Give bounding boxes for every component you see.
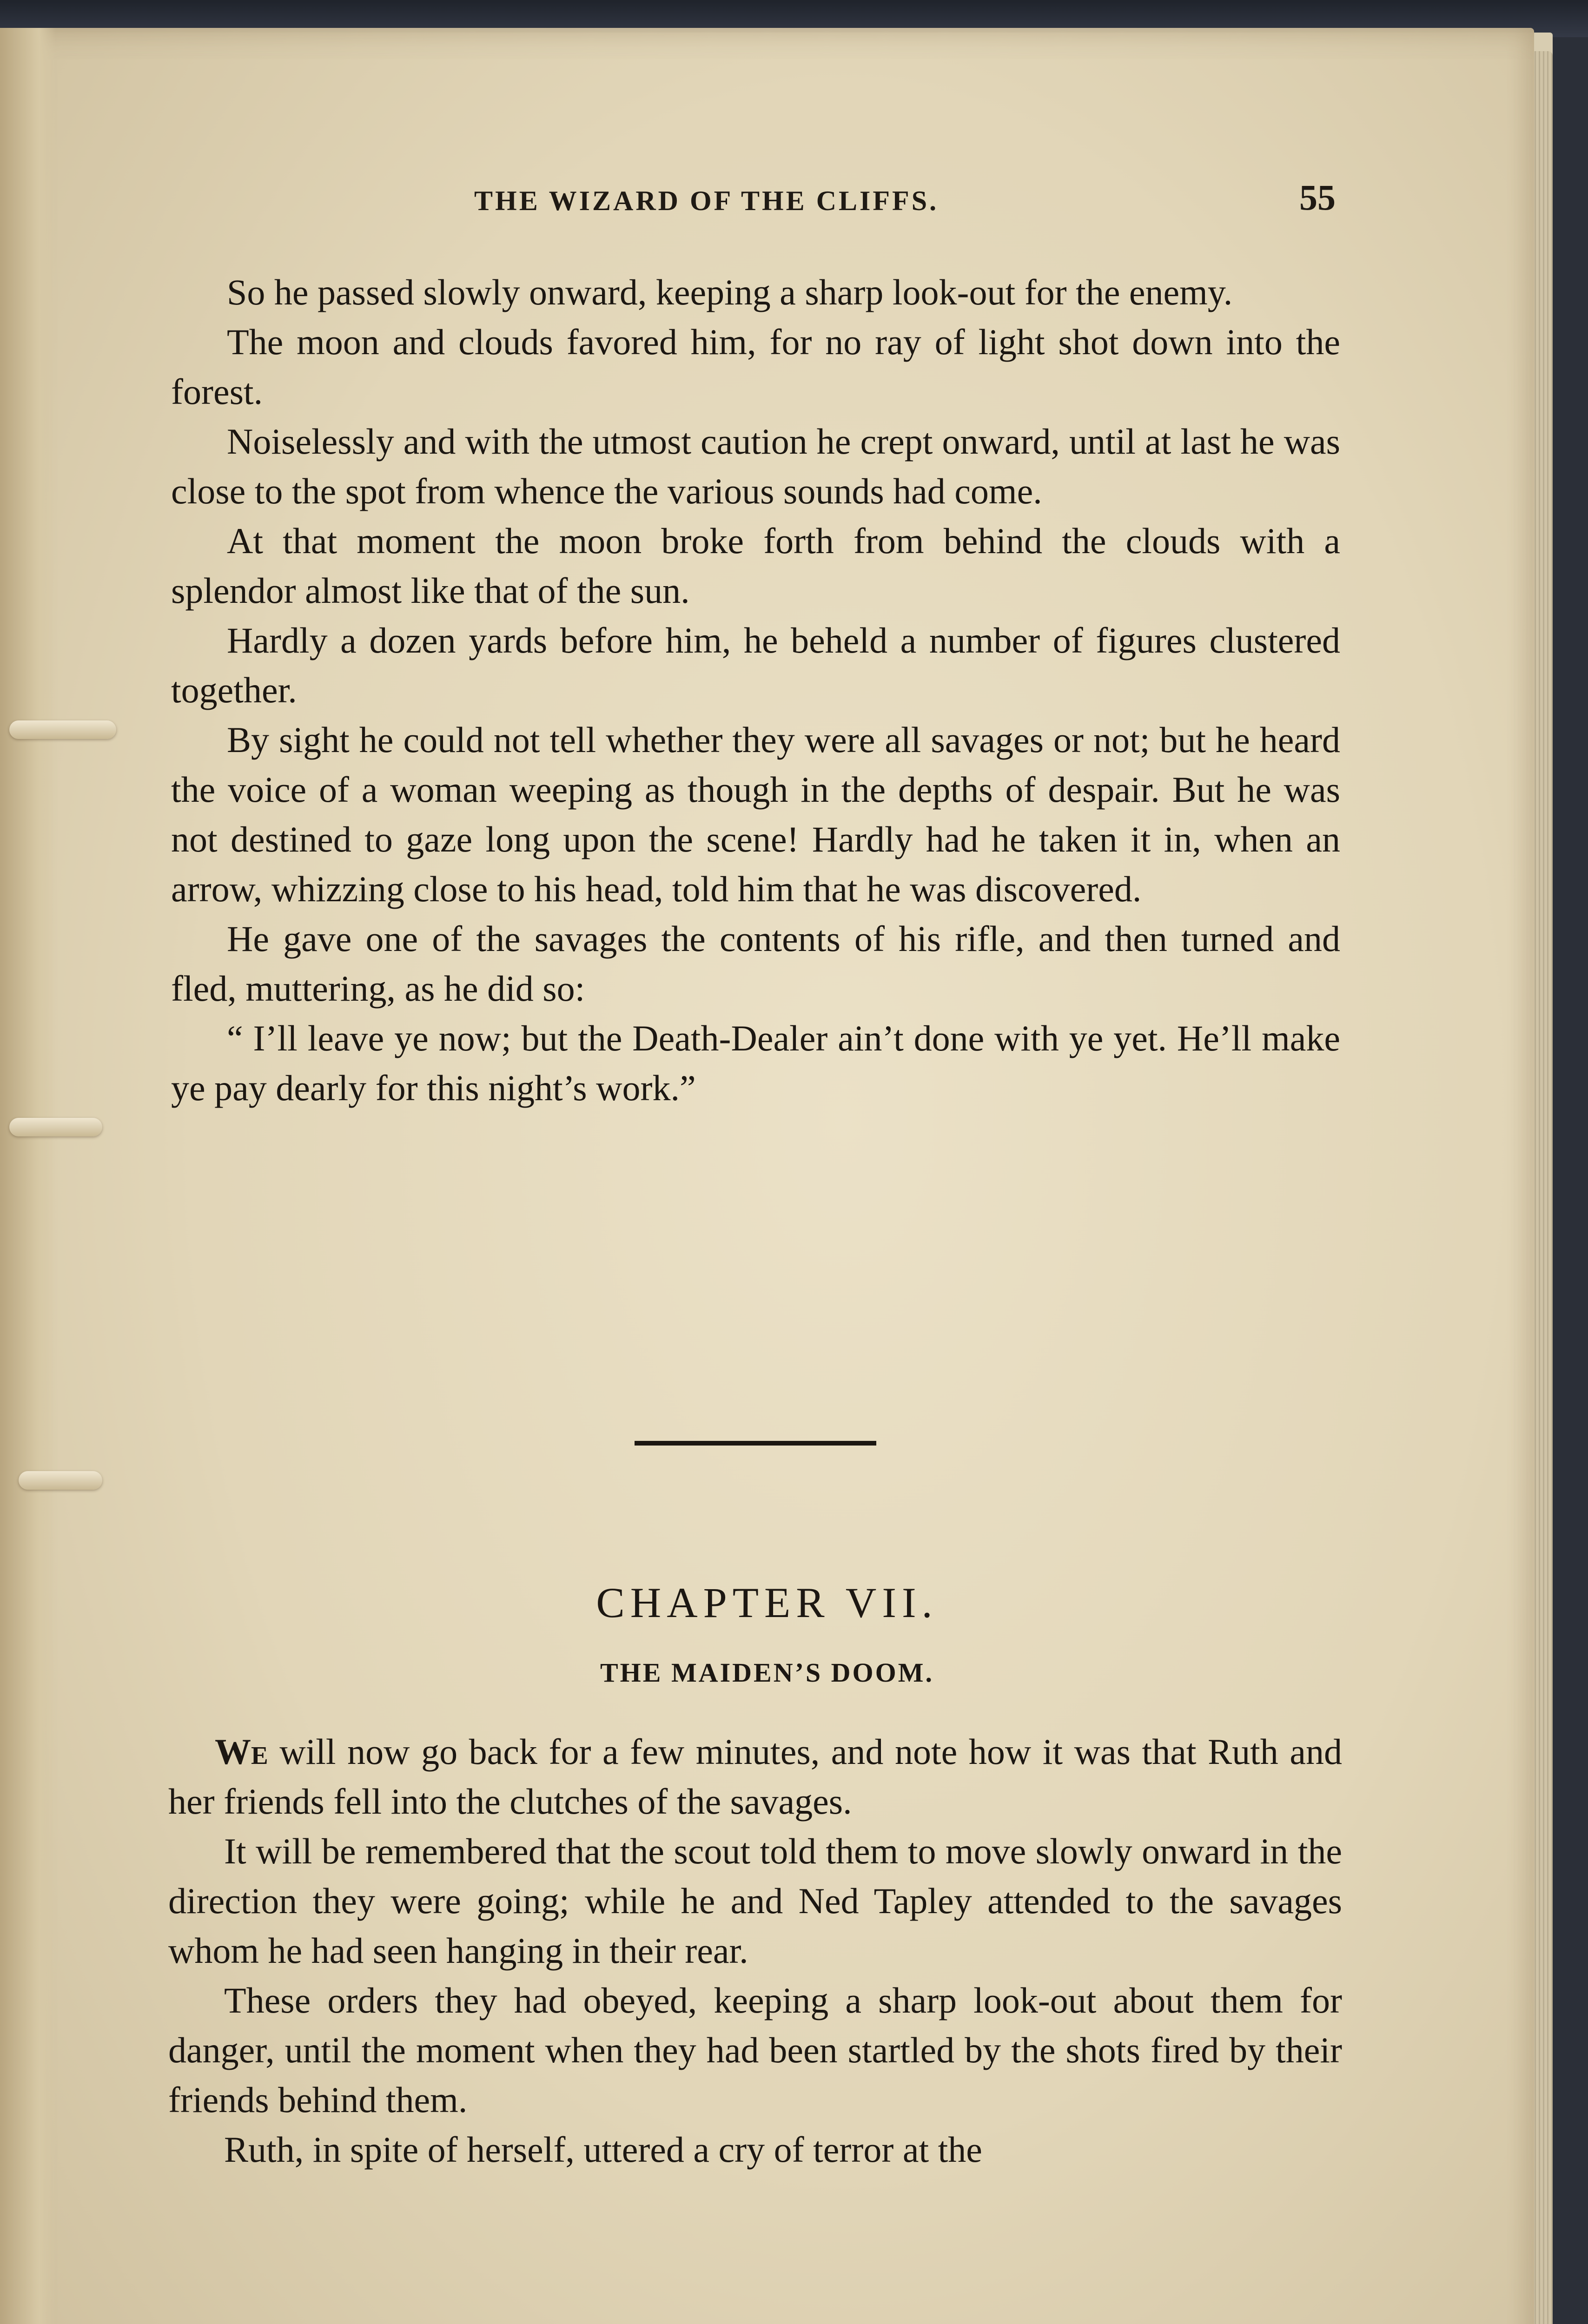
paragraph: So he passed slowly onward, keeping a sharp look-out for the enemy.: [227, 272, 1233, 312]
section-rule: [635, 1441, 876, 1446]
paragraph: At that moment the moon broke forth from behind the clouds with a splendor almost like that of the sun.: [171, 521, 1340, 611]
page-gutter: [0, 28, 56, 2324]
paragraph: These orders they had obeyed, keeping a sharp look-out about them for danger, until the moment when they had been startled by the shots fired by their friends behind them.: [168, 1980, 1342, 2120]
paragraph: He gave one of the savages the contents of his rifle, and then turned and fled, muttering, as he did so:: [171, 918, 1340, 1009]
page-header: [0, 177, 1534, 223]
page-number: 55: [1299, 177, 1336, 218]
paragraph-rest: will now go back for a few minutes, and note how it was that Ruth and her friends fell into the clutches of the savages.: [168, 1731, 1342, 1822]
paragraph: [168, 1727, 1342, 1826]
chapter-text: [168, 1727, 1342, 2174]
chapter-title: CHAPTER VII.: [596, 1579, 938, 1626]
paragraph: “ I’ll leave ye now; but the Death-Dealer ain’t done with ye yet. He’ll make ye pay dearly for this night’s work.”: [171, 1018, 1340, 1108]
binding-stitch: [19, 1471, 102, 1490]
binding-stitch: [9, 1118, 102, 1136]
body-text: [171, 267, 1340, 1113]
chapter-subtitle: THE MAIDEN’S DOOM.: [600, 1657, 934, 1688]
running-head: THE WIZARD OF THE CLIFFS.: [474, 185, 939, 216]
paragraph: Ruth, in spite of herself, uttered a cry of terror at the: [224, 2129, 982, 2170]
paragraph: The moon and clouds favored him, for no ray of light shot down into the forest.: [171, 322, 1340, 412]
paragraph: Hardly a dozen yards before him, he beheld a number of figures clustered together.: [171, 620, 1340, 710]
drop-word: We: [215, 1731, 268, 1772]
paragraph: It will be remembered that the scout told them to move slowly onward in the direction they were going; while he and Ned Tapley attended to the savages whom he had seen hanging in their rear.: [168, 1831, 1342, 1971]
paragraph: Noiselessly and with the utmost caution he crept onward, until at last he was close to the spot from whence the various sounds had come.: [171, 421, 1340, 511]
binding-stitch: [9, 720, 116, 739]
paragraph: By sight he could not tell whether they were all savages or not; but he heard the voice of a woman weeping as though in the depths of despair. But he was not destined to gaze long upon the scene! Hardly had he taken it in, when an arrow, whizzing close to his head, told him that he was discovered.: [171, 720, 1340, 909]
